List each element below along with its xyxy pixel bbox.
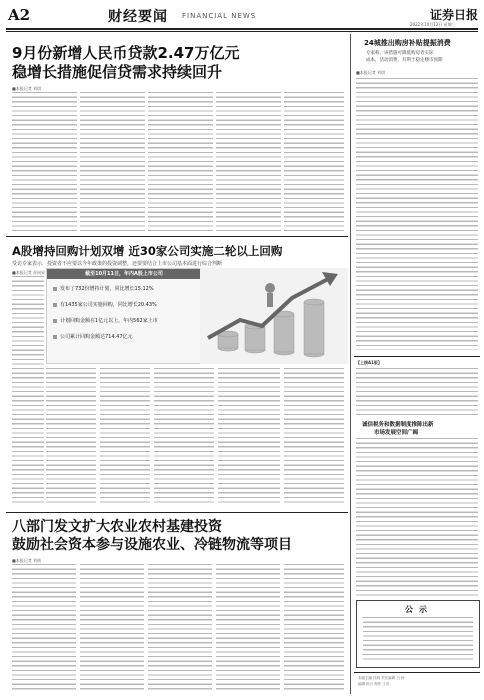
- ashare-text-col6: [284, 368, 344, 506]
- header-rule: [6, 28, 478, 30]
- infobox-row: 计划回购金额在1亿元以上，年内562家上市: [53, 317, 158, 324]
- notice-text: [363, 617, 473, 661]
- lead-text-col3: [148, 92, 213, 232]
- lead-text-col4: [216, 92, 281, 232]
- ashare-text-col5: [218, 368, 280, 506]
- right-section2-head-line2: 市场发展空间广阔: [374, 430, 419, 436]
- section-title: 财经要闻: [108, 9, 168, 25]
- footer-production: 编辑 孙月 制作 王英: [358, 682, 390, 686]
- footer-editors: 本版主编 沈明 责任编辑 白 杨: [358, 676, 405, 680]
- rural-text-col3: [148, 564, 212, 692]
- notice-title: 公示: [405, 605, 433, 614]
- paper-logo: 证券日报: [430, 8, 479, 22]
- rural-title-line2: 鼓励社会资本参与设施农业、冷链物流等项目: [12, 537, 292, 553]
- right-byline: ■本报记者 刘琪: [356, 70, 386, 75]
- ashare-divider: [6, 512, 348, 513]
- growth-illustration: [200, 268, 348, 364]
- section-title-en: FINANCIAL NEWS: [182, 12, 257, 20]
- lead-title-line1: 9月份新增人民币贷款2.47万亿元: [12, 44, 240, 62]
- date-line: 2022年10月12日 星期三: [410, 22, 456, 27]
- right-text-block1: [356, 78, 478, 350]
- infobox-row: 公司累计回购金额达714.47亿元: [53, 333, 133, 340]
- header-rule-thin: [6, 31, 478, 32]
- rural-text-col2: [80, 564, 144, 692]
- bullet-icon: [53, 287, 57, 291]
- rural-text-col1: [12, 564, 76, 692]
- continued-label: 【上接A1版】: [356, 360, 382, 365]
- right-divider1: [354, 356, 480, 357]
- ashare-title: A股增持回购计划双增 近30家公司实施二轮以上回购: [12, 244, 283, 258]
- rural-byline: ■本报记者 刘萌: [12, 558, 42, 563]
- right-section2-head-line1: 诚信税务和数据制度推陈出新: [362, 422, 434, 428]
- bullet-icon: [53, 303, 57, 307]
- infobox-date: 截至10月11日，年内A股上市公司: [47, 269, 201, 279]
- infobox-row: 有1435家公司实施回购，同比增长20.43%: [53, 301, 157, 308]
- ashare-text-col2: [46, 368, 96, 506]
- rural-title-line1: 八部门发文扩大农业农村基建投资: [12, 519, 222, 535]
- footer-rule: [354, 672, 480, 673]
- right-subhead-line1: 专家称，该措施可降低购房者实际: [366, 51, 434, 56]
- column-separator: [350, 34, 351, 694]
- ashare-text-col1: [12, 276, 44, 506]
- lead-divider: [6, 236, 348, 237]
- ashare-text-col3: [100, 368, 150, 506]
- notice-box: [356, 600, 480, 668]
- lead-text-col2: [80, 92, 145, 232]
- infobox-row: 发布了732份增持计划，同比增长15.12%: [53, 285, 154, 292]
- ashare-text-col4: [154, 368, 214, 506]
- ashare-infobox: [46, 268, 202, 364]
- bullet-icon: [53, 319, 57, 323]
- right-subhead-line2: 成本，活动消费，有利于稳定楼市预期: [366, 58, 443, 63]
- right-text-block3: [356, 438, 478, 596]
- lead-text-col5: [284, 92, 344, 232]
- lead-title-line2: 稳增长措施促信贷需求持续回升: [12, 63, 223, 81]
- lead-text-col1: [12, 92, 77, 232]
- ashare-subtitle: 受访专家表示，投资者不应要以今年政策的投资调整，还要要结合上市公司基本面进行综合判断: [12, 261, 223, 267]
- rural-text-col5: [284, 564, 344, 692]
- right-text-block2: [356, 368, 478, 416]
- section-code: A2: [8, 6, 31, 24]
- ashare-byline: ■本报记者 苏向杲: [12, 270, 46, 275]
- bullet-icon: [53, 335, 57, 339]
- right-headline: 24城推出购房补贴提振消费: [364, 39, 451, 47]
- rural-text-col4: [216, 564, 280, 692]
- lead-byline: ■本报记者 刘琪: [12, 86, 42, 91]
